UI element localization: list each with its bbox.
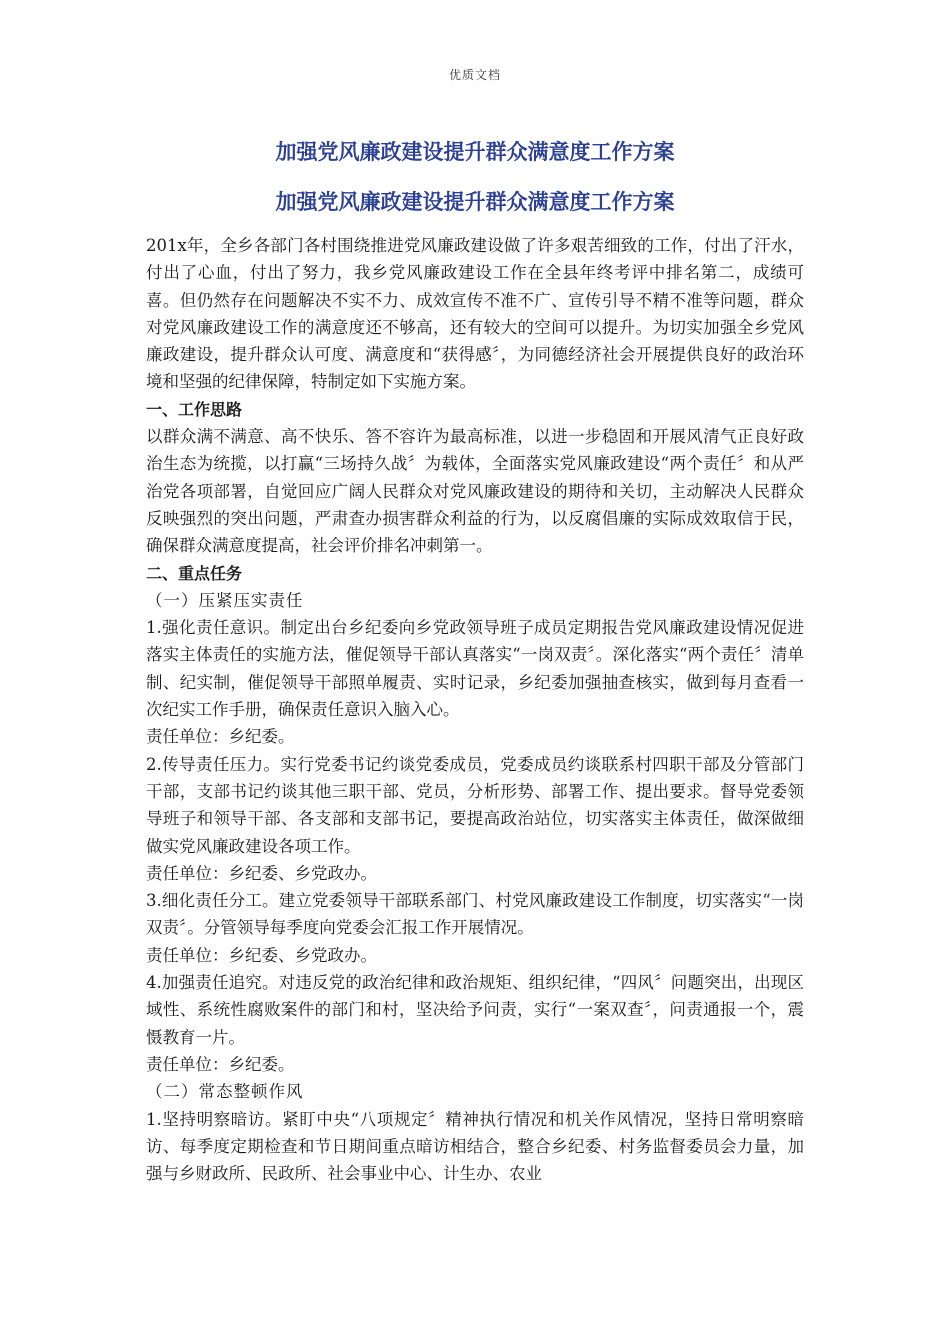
task-item-3: 3.细化责任分工。建立党委领导干部联系部门、村党风廉政建设工作制度，切实落实“一岗双责〞。分管领导每季度向党委会汇报工作开展情况。: [146, 891, 804, 938]
subheading-responsibility: （一）压紧压实责任: [146, 590, 304, 610]
task-item-4: 4.加强责任追究。对违反党的政治纪律和政治规矩、组织纪律，“四风〞问题突出，出现区域性、系统性腐败案件的部门和村，坚决给予问责，实行“一案双查〞，问责通报一个，震慑教育一片。: [146, 973, 804, 1047]
task-item-1-unit: 责任单位：乡纪委。: [146, 727, 295, 747]
document-body: [146, 232, 804, 1187]
document-title-repeat: 加强党风廉政建设提升群众满意度工作方案: [275, 190, 675, 214]
task-item-5: 1.坚持明察暗访。紧盯中央“八项规定〞精神执行情况和机关作风情况，坚持日常明察暗访、每季度定期检查和节日期间重点暗访相结合，整合乡纪委、村务监督委员会力量，加强与乡财政所、民政所、社会事业中心、计生办、农业: [146, 1109, 804, 1184]
work-approach-paragraph: 以群众满不满意、高不快乐、答不容许为最高标准，以进一步稳固和开展风清气正良好政治生态为统揽，以打赢“三场持久战〞为载体，全面落实党风廉政建设“两个责任〞和从严治党各项部署，自觉回应广阔人民群众对党风廉政建设的期待和关切，主动解决人民群众反映强烈的突出问题，严肃查办损害群众利益的行为，以反腐倡廉的实际成效取信于民，确保群众满意度提高，社会评价排名冲刺第一。: [146, 427, 804, 556]
subheading-work-style: （二）常态整顿作风: [146, 1082, 304, 1102]
task-item-4-unit: 责任单位：乡纪委。: [146, 1054, 295, 1074]
intro-paragraph: 201x年，全乡各部门各村围绕推进党风廉政建设做了许多艰苦细致的工作，付出了汗水，付出了心血，付出了努力，我乡党风廉政建设工作在全县年终考评中排名第二，成绩可喜。但仍然存在问题解决不实不力、成效宣传不准不广、宣传引导不精不准等问题，群众对党风廉政建设工作的满意度还不够高，还有较大的空间可以提升。为切实加强全乡党风廉政建设，提升群众认可度、满意度和“获得感〞，为同德经济社会开展提供良好的政治环境和坚强的纪律保障，特制定如下实施方案。: [146, 236, 804, 392]
task-item-2: 2.传导责任压力。实行党委书记约谈党委成员，党委成员约谈联系村四职干部及分管部门干部，支部书记约谈其他三职干部、党员，分析形势、部署工作、提出要求。督导党委领导班子和领导干部、各支部和支部书记，要提高政治站位，切实落实主体责任，做深做细做实党风廉政建设各项工作。: [146, 754, 804, 856]
section-heading-key-tasks: 二、重点任务: [146, 563, 243, 583]
header-note: 优质文档: [448, 68, 501, 82]
task-item-3-unit: 责任单位：乡纪委、乡党政办。: [146, 945, 377, 965]
document-title: 加强党风廉政建设提升群众满意度工作方案: [275, 140, 675, 164]
task-item-2-unit: 责任单位：乡纪委、乡党政办。: [146, 863, 377, 883]
task-item-1: 1.强化责任意识。制定出台乡纪委向乡党政领导班子成员定期报告党风廉政建设情况促进落实主体责任的实施方法，催促领导干部认真落实“一岗双责〞。深化落实“两个责任〞清单制、纪实制，催促领导干部照单履责、实时记录，乡纪委加强抽查核实，做到每月查看一次纪实工作手册，确保责任意识入脑入心。: [146, 618, 804, 720]
section-heading-work-approach: 一、工作思路: [146, 399, 243, 419]
